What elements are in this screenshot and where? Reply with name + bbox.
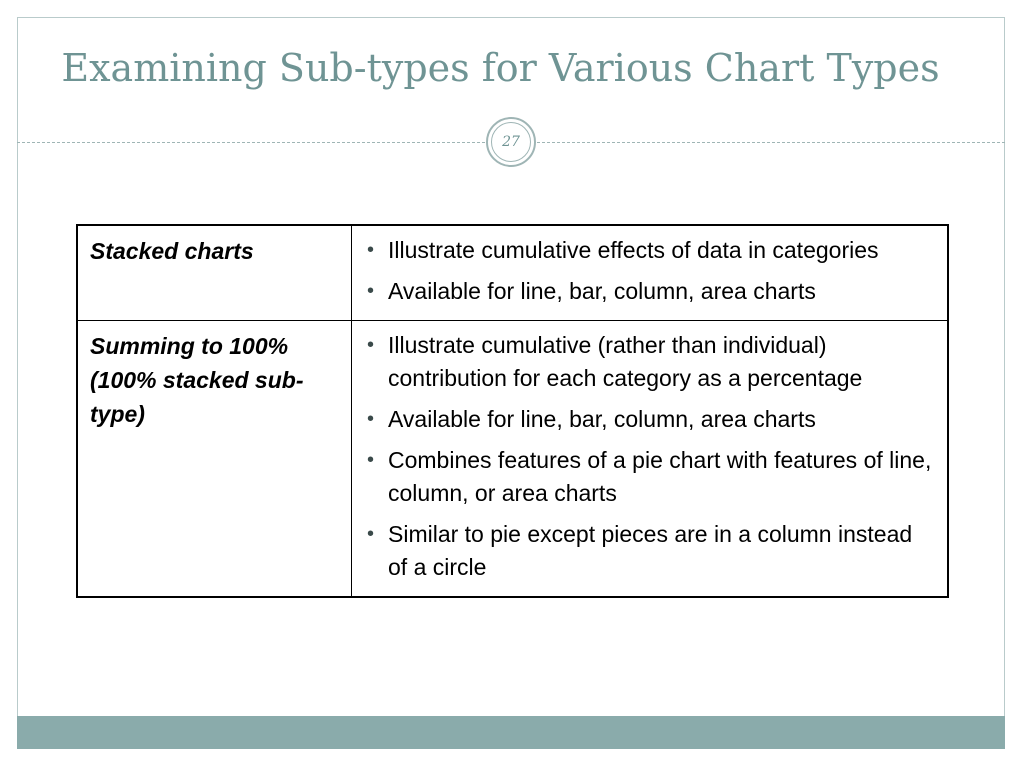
- bullet-item: • Similar to pie except pieces are in a column instead of a circle: [364, 518, 935, 584]
- table-row: [77, 321, 948, 598]
- page-number: 27: [491, 122, 531, 162]
- footer-accent-bar: [17, 716, 1005, 749]
- bullet-item: • Illustrate cumulative (rather than individual) contribution for each category as a percentage: [364, 329, 935, 395]
- bullet-list: [364, 234, 935, 308]
- row-label: Stacked charts: [77, 225, 352, 321]
- bullet-item: • Available for line, bar, column, area charts: [364, 403, 935, 436]
- bullet-item: • Combines features of a pie chart with features of line, column, or area charts: [364, 444, 935, 510]
- table-row: [77, 225, 948, 321]
- bullet-list: [364, 329, 935, 584]
- content-table: [76, 224, 949, 598]
- bullet-item: • Illustrate cumulative effects of data in categories: [364, 234, 935, 267]
- row-content: [352, 321, 949, 598]
- row-label: Summing to 100% (100% stacked sub-type): [77, 321, 352, 598]
- slide-title: Examining Sub-types for Various Chart Types: [61, 46, 940, 90]
- row-content: [352, 225, 949, 321]
- bullet-item: • Available for line, bar, column, area charts: [364, 275, 935, 308]
- page-number-badge: [486, 117, 536, 167]
